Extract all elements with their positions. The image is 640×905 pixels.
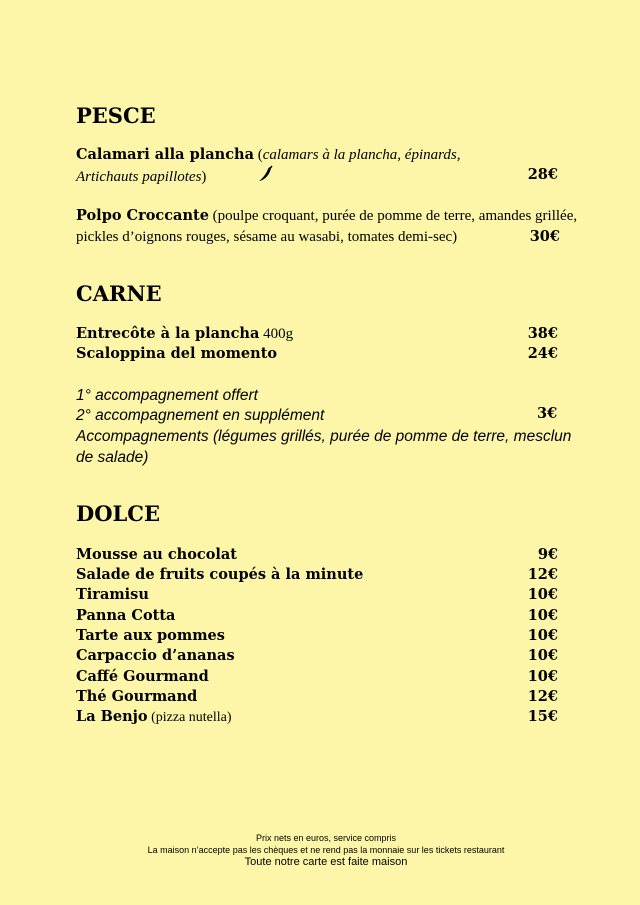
accompaniment-note-1: 1° accompagnement offert: [76, 387, 258, 404]
item-price: 10€: [527, 586, 558, 603]
menu-item-polpo: [76, 206, 578, 226]
item-name: Tarte aux pommes: [76, 627, 225, 644]
menu-item: [76, 606, 570, 626]
menu-item-calamari-line2: Artichauts papillotes) 28€: [76, 165, 570, 189]
item-price: 28€: [527, 166, 558, 183]
menu-item: [76, 667, 570, 687]
item-name: Caffé Gourmand: [76, 668, 209, 685]
menu-item: [76, 707, 570, 728]
item-description: (poulpe croquant, purée de pomme de terre, amandes grillée,: [208, 208, 578, 224]
item-name: Scaloppina del momento: [76, 345, 278, 362]
item-price: 12€: [527, 688, 558, 705]
menu-item: [76, 646, 570, 666]
item-extra: (pizza nutella): [147, 710, 232, 725]
accompaniment-price: 3€: [537, 405, 558, 422]
item-price: 12€: [527, 566, 558, 583]
menu-item: [76, 344, 570, 364]
item-price: 15€: [527, 708, 558, 725]
item-name: Tiramisu: [76, 586, 149, 603]
item-name: Polpo Croccante: [76, 207, 209, 224]
item-name: Thé Gourmand: [76, 688, 198, 705]
item-description: pickles d’oignons rouges, sésame au wasabi, tomates demi-sec): [76, 229, 458, 245]
menu-item: [76, 626, 570, 646]
item-price: 10€: [527, 627, 558, 644]
item-name: La Benjo: [76, 708, 148, 725]
item-name: Salade de fruits coupés à la minute: [76, 566, 364, 583]
section-title-pesce: PESCE: [76, 103, 156, 128]
item-name: Calamari alla plancha: [76, 146, 254, 163]
menu-item: [76, 324, 570, 344]
menu-item: [76, 545, 570, 565]
item-price: 9€: [537, 546, 558, 563]
accompaniment-list: Accompagnements (légumes grillés, purée de pomme de terre, mesclun: [76, 428, 572, 445]
item-name: Carpaccio d’ananas: [76, 647, 235, 664]
item-price: 10€: [527, 647, 558, 664]
item-price: 30€: [529, 228, 560, 245]
menu-item: [76, 565, 570, 585]
item-description: calamars à la plancha, épinards,: [262, 147, 461, 163]
footer-payment-note: La maison n’accepte pas les chèques et ne rend pas la monnaie sur les tickets restaurant: [147, 845, 505, 855]
item-price: 10€: [527, 607, 558, 624]
chili-pepper-icon: [257, 165, 275, 189]
item-price: 24€: [527, 345, 558, 362]
item-price: 10€: [527, 668, 558, 685]
item-name: Entrecôte à la plancha: [76, 325, 260, 342]
accompaniment-list-line2: de salade): [76, 449, 149, 466]
menu-item-polpo-line2: [76, 227, 570, 247]
item-description: Artichauts papillotes: [76, 169, 202, 185]
item-name: Mousse au chocolat: [76, 546, 237, 563]
menu-item: [76, 687, 570, 707]
menu-item-calamari: Calamari alla plancha (calamars à la plancha, épinards,: [76, 146, 461, 163]
section-title-dolce: DOLCE: [76, 501, 160, 526]
section-title-carne: CARNE: [76, 281, 162, 306]
footer-homemade-note: Toute notre carte est faite maison: [244, 856, 408, 868]
menu-item: [76, 585, 570, 605]
item-extra: 400g: [259, 326, 294, 342]
footer-prices-note: Prix nets en euros, service compris: [255, 833, 397, 843]
item-name: Panna Cotta: [76, 607, 176, 624]
item-price: 38€: [527, 325, 558, 342]
accompaniment-note-2: 2° accompagnement en supplément: [76, 407, 325, 424]
